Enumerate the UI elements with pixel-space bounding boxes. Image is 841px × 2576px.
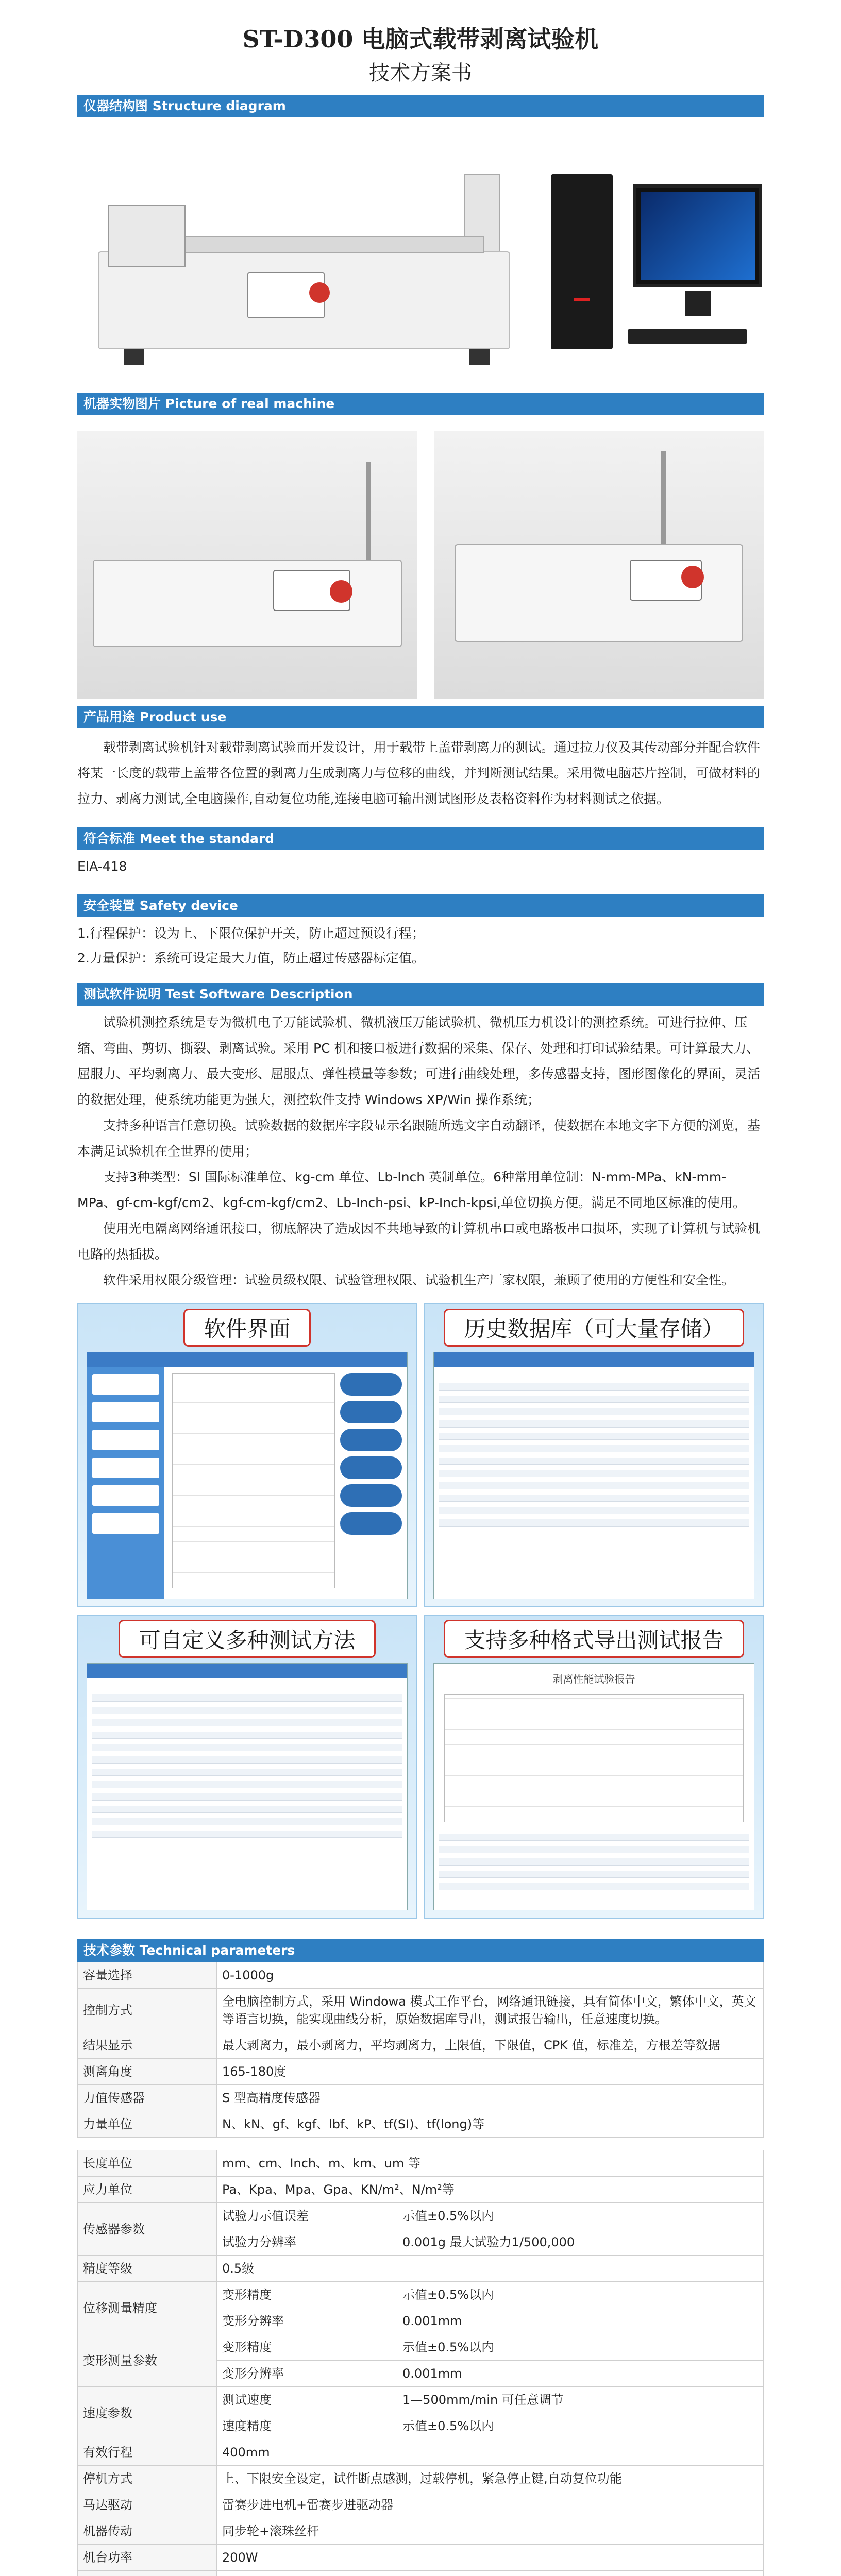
param-value: 0.001g 最大试验力1/500,000 — [397, 2229, 764, 2256]
table-row — [78, 2032, 764, 2059]
param-value: 1—500mm/min 可任意调节 — [397, 2387, 764, 2413]
param-key: 应力单位 — [78, 2177, 217, 2203]
emergency-button-icon — [309, 282, 330, 303]
section-safety: 安全装置 Safety device — [77, 894, 764, 917]
section-real-machine: 机器实物图片 Picture of real machine — [77, 393, 764, 415]
param-value: 200W — [217, 2545, 764, 2571]
param-key: 机台功率 — [78, 2545, 217, 2571]
software-paragraph: 软件采用权限分级管理：试验员级权限、试验管理权限、试验机生产厂家权限，兼顾了使用的方便性和安全性。 — [103, 1273, 735, 1287]
table-row — [78, 2387, 764, 2413]
machine-leg — [124, 349, 144, 365]
param-key — [78, 2571, 217, 2576]
table-row — [78, 2085, 764, 2111]
param-value: 示值±0.5%以内 — [397, 2282, 764, 2308]
param-key: 有效行程 — [78, 2439, 217, 2466]
param-key: 速度参数 — [78, 2387, 217, 2439]
tech-table-b — [77, 2150, 764, 2576]
param-key: 停机方式 — [78, 2466, 217, 2492]
document-title: ST-D300 电脑式载带剥离试验机 — [242, 25, 599, 53]
software-panel-ui — [77, 1303, 417, 1607]
param-subkey: 变形分辨率 — [217, 2308, 397, 2334]
software-screenshots — [77, 1303, 764, 1919]
param-value: 165-180度 — [217, 2059, 764, 2085]
table-row — [78, 2059, 764, 2085]
software-ui-screenshot — [87, 1352, 408, 1599]
monitor-stand — [685, 291, 711, 316]
table-row — [78, 2545, 764, 2571]
param-value: 示值±0.5%以内 — [397, 2413, 764, 2439]
software-description — [77, 1010, 764, 1293]
section-structure: 仪器结构图 Structure diagram — [77, 95, 764, 117]
param-value — [217, 2571, 764, 2576]
table-row — [78, 2466, 764, 2492]
panel-title: 可自定义多种测试方法 — [119, 1620, 375, 1658]
table-row — [78, 2334, 764, 2361]
table-row — [78, 1962, 764, 1989]
param-subkey: 速度精度 — [217, 2413, 397, 2439]
param-value: mm、cm、Inch、m、km、um 等 — [217, 2150, 764, 2177]
database-screenshot — [433, 1352, 754, 1599]
report-title: 剥离性能试验报告 — [552, 1673, 635, 1685]
param-value: 雷赛步进电机+雷赛步进驱动器 — [217, 2492, 764, 2518]
param-key: 力量单位 — [78, 2111, 217, 2138]
machine-diagram — [77, 143, 515, 385]
param-value: Pa、Kpa、Mpa、Gpa、KN/m²、N/m²等 — [217, 2177, 764, 2203]
machine-photo-front — [77, 431, 417, 699]
param-subkey: 测试速度 — [217, 2387, 397, 2413]
report-screenshot — [433, 1663, 754, 1910]
param-value: S 型高精度传感器 — [217, 2085, 764, 2111]
software-panel-database — [424, 1303, 764, 1607]
table-row — [78, 2150, 764, 2177]
table-row — [78, 1989, 764, 2032]
param-value: 全电脑控制方式，采用 Windowa 模式工作平台，网络通讯链接，具有简体中文，繁体中文，英文等语言切换，能实现曲线分析，原始数据库导出，测试报告输出，任意速度切换。 — [217, 1989, 764, 2032]
param-key: 机器传动 — [78, 2518, 217, 2545]
param-key: 控制方式 — [78, 1989, 217, 2032]
software-paragraph: 试验机测控系统是专为微机电子万能试验机、微机液压万能试验机、微机压力机设计的测控系统。可进行拉伸、压缩、弯曲、剪切、撕裂、剥离试验。采用 PC 机和接口板进行数据的采集、保存、处理和打印试验结果。可计算最大力、屈服力、平均剥离力、最大变形、屈服点、弹性模量等参数；可进行曲线处理，多传感器支持，图形图像化的界面，灵活的数据处理，使系统功能更为强大，测控软件支持 Windows XP/Win 操作系统； — [77, 1015, 761, 1107]
section-standard: 符合标准 Meet the standard — [77, 827, 764, 850]
safety-list — [77, 921, 764, 971]
software-paragraph: 支持3种类型：SI 国际标准单位、kg-cm 单位、Lb-Inch 英制单位。6种常用单位制：N-mm-MPa、kN-mm-MPa、gf-cm-kgf/cm2、kgf-cm-kgf/cm2、Lb-Inch-psi、kP-Inch-kpsi,单位切换方便。满足不同地区标准的使用。 — [77, 1170, 746, 1210]
software-paragraph: 使用光电隔离网络通讯接口，彻底解决了造成因不共地导致的计算机串口或电路板串口损坏，实现了计算机与试验机电路的热插拔。 — [77, 1221, 761, 1262]
param-value: 示值±0.5%以内 — [397, 2203, 764, 2229]
table-row — [78, 2111, 764, 2138]
param-value: 400mm — [217, 2439, 764, 2466]
param-value: 0.001mm — [397, 2308, 764, 2334]
param-key: 测离角度 — [78, 2059, 217, 2085]
param-value: 0.001mm — [397, 2361, 764, 2387]
monitor — [633, 184, 762, 287]
machine-photo-side — [434, 431, 764, 699]
param-subkey: 变形分辨率 — [217, 2361, 397, 2387]
param-key: 马达驱动 — [78, 2492, 217, 2518]
param-subkey: 变形精度 — [217, 2334, 397, 2361]
param-key: 变形测量参数 — [78, 2334, 217, 2387]
software-paragraph: 支持多种语言任意切换。试验数据的数据库字段显示名跟随所选文字自动翻译，使数据在本地文字下方便的浏览，基本满足试验机在全世界的使用； — [77, 1118, 761, 1159]
param-key: 结果显示 — [78, 2032, 217, 2059]
document-subtitle: 技术方案书 — [369, 61, 472, 85]
section-product-use: 产品用途 Product use — [77, 706, 764, 728]
standard-value: EIA-418 — [77, 859, 127, 874]
methods-screenshot — [87, 1663, 408, 1910]
structure-images — [77, 117, 764, 385]
safety-item: 1.行程保护：设为上、下限位保护开关，防止超过预设行程； — [77, 926, 425, 941]
computer-illustration — [515, 143, 764, 385]
safety-item: 2.力量保护：系统可设定最大力值，防止超过传感器标定值。 — [77, 951, 425, 965]
param-key: 传感器参数 — [78, 2203, 217, 2256]
table-row — [78, 2203, 764, 2229]
table-row — [78, 2492, 764, 2518]
tech-table-a — [77, 1962, 764, 2138]
table-row — [78, 2439, 764, 2466]
param-key: 精度等级 — [78, 2256, 217, 2282]
pc-tower — [551, 174, 613, 349]
param-value: 最大剥离力，最小剥离力，平均剥离力，上限值，下限值，CPK 值，标准差，方根差等数据 — [217, 2032, 764, 2059]
table-row — [78, 2571, 764, 2576]
table-row — [78, 2177, 764, 2203]
param-key: 长度单位 — [78, 2150, 217, 2177]
param-subkey: 试验力分辨率 — [217, 2229, 397, 2256]
table-row — [78, 2518, 764, 2545]
table-row — [78, 2256, 764, 2282]
real-photos — [77, 426, 764, 699]
keyboard — [628, 329, 747, 344]
param-key: 容量选择 — [78, 1962, 217, 1989]
panel-title: 支持多种格式导出测试报告 — [444, 1620, 744, 1658]
software-panel-methods — [77, 1615, 417, 1919]
param-key: 位移测量精度 — [78, 2282, 217, 2334]
param-value: 示值±0.5%以内 — [397, 2334, 764, 2361]
section-software: 测试软件说明 Test Software Description — [77, 983, 764, 1006]
machine-leg — [469, 349, 490, 365]
param-subkey: 试验力示值误差 — [217, 2203, 397, 2229]
software-panel-report — [424, 1615, 764, 1919]
panel-title: 软件界面 — [183, 1309, 310, 1347]
param-value: 0-1000g — [217, 1962, 764, 1989]
param-key: 力值传感器 — [78, 2085, 217, 2111]
param-subkey: 变形精度 — [217, 2282, 397, 2308]
param-value: 上、下限安全设定，试件断点感测，过载停机，紧急停止键,自动复位功能 — [217, 2466, 764, 2492]
param-value: 0.5级 — [217, 2256, 764, 2282]
usage-paragraph: 载带剥离试验机针对载带剥离试验而开发设计，用于载带上盖带剥离力的测试。通过拉力仪及其传动部分并配合软件将某一长度的载带上盖带各位置的剥离力生成剥离力与位移的曲线，并判断测试结果。采用微电脑芯片控制，可做材料的拉力、剥离力测试,全电脑操作,自动复位功能,连接电脑可输出测试图形及表格资料作为材料测试之依据。 — [77, 740, 761, 806]
table-row — [78, 2282, 764, 2308]
param-value: N、kN、gf、kgf、lbf、kP、tf(SI)、tf(long)等 — [217, 2111, 764, 2138]
section-tech: 技术参数 Technical parameters — [77, 1939, 764, 1962]
machine-head — [108, 205, 186, 267]
panel-title: 历史数据库（可大量存储） — [444, 1309, 744, 1347]
param-value: 同步轮+滚珠丝杆 — [217, 2518, 764, 2545]
